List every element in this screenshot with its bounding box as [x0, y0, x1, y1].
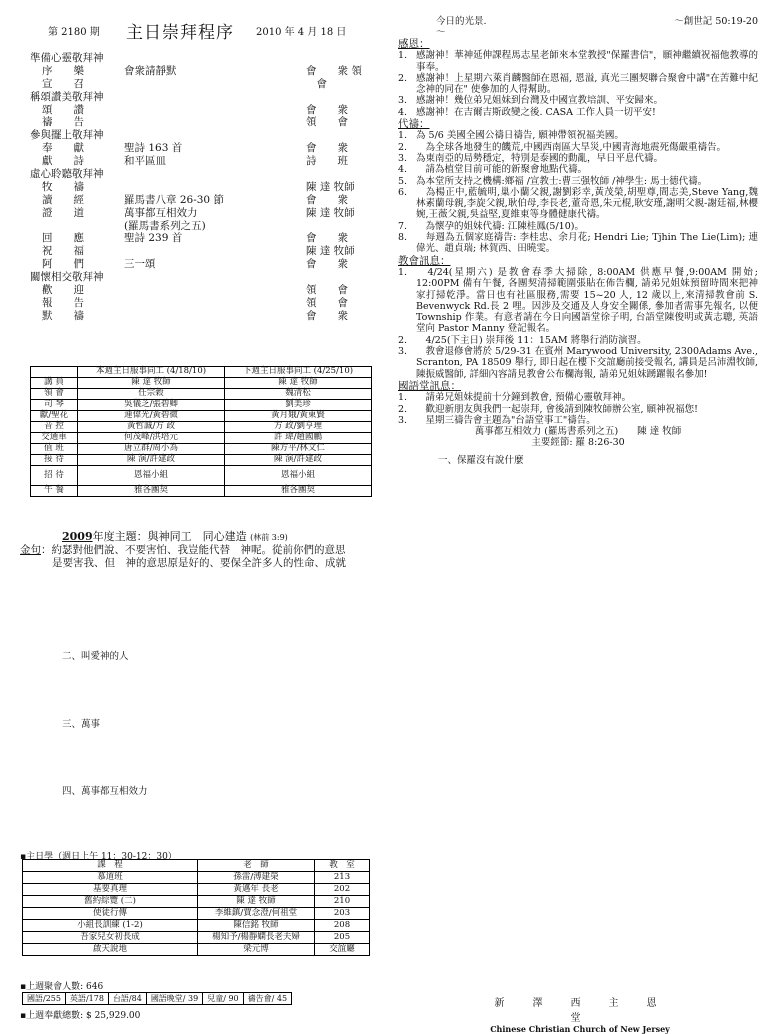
- church-news-item: [398, 267, 758, 335]
- duty-cell: 午 餐: [31, 486, 78, 497]
- duty-cell: 任宗穀: [78, 389, 225, 400]
- mandarin-news-list: [398, 392, 758, 426]
- sunday-school-table: [22, 859, 370, 956]
- list-number: 2.: [398, 403, 408, 415]
- order-row: [30, 297, 370, 310]
- duty-cell: 司 琴: [31, 400, 78, 411]
- duty-cell: 連偉光/黃碧微: [78, 411, 225, 422]
- list-number: 4.: [398, 164, 408, 176]
- theme-ref: (林前 3:9): [250, 533, 288, 542]
- next-sermon: 萬事都互相效力 (羅馬書系列之五) 陳 達 牧師: [474, 426, 682, 438]
- service-item: 回 應: [42, 232, 84, 245]
- service-item: 獻 詩: [42, 155, 84, 168]
- duty-cell: 獻/聖花: [31, 411, 78, 422]
- sermon-point-2: 二、叫愛神的人: [62, 651, 129, 662]
- service-leader: 會 衆: [306, 232, 348, 245]
- service-leader: 會: [306, 77, 327, 90]
- service-item: 奉 獻: [42, 142, 84, 155]
- service-leader: 陳 達 牧師: [306, 180, 355, 193]
- duty-roster-table: [30, 366, 372, 497]
- service-leader: 領 會: [306, 284, 348, 297]
- list-number: 7.: [398, 220, 408, 232]
- service-leader: 會 衆: [306, 193, 348, 206]
- attendance-cell: 台語/84: [108, 993, 146, 1005]
- duty-cell: 陳 演/許建政: [225, 455, 372, 466]
- ss-cell: 舊約綜覽 (二): [23, 896, 198, 908]
- mandarin-news-item: [398, 415, 758, 426]
- service-item: 禱 告: [42, 116, 84, 129]
- scripture-ref: ～創世記 50:19-20: [674, 16, 758, 27]
- duty-cell: 交通車: [31, 433, 78, 444]
- duty-cell: 唐立群/周小為: [78, 444, 225, 455]
- list-number: 1.: [398, 50, 408, 62]
- ss-cell: 吾家兒女初長成: [23, 932, 198, 944]
- service-leader: 會 衆: [306, 142, 348, 155]
- prayer-item: [398, 187, 758, 221]
- list-number: 2.: [398, 72, 408, 84]
- list-number: 4.: [398, 106, 408, 118]
- order-row: [30, 91, 370, 104]
- duty-cell: 陳方平/林文仁: [225, 444, 372, 455]
- list-number: 1.: [398, 392, 408, 404]
- ss-header: 老 師: [198, 860, 315, 872]
- church-news-item: [398, 335, 758, 346]
- thanks-item-text: 感謝神！在吉爾吉斯政變之後. CASA 工作人員一切平安!: [416, 106, 656, 118]
- order-row: [30, 271, 370, 284]
- ss-cell: 交誼廳: [315, 944, 370, 956]
- church-news-heading: 教會訊息：: [398, 254, 451, 267]
- service-item: 讀 經: [42, 193, 84, 206]
- duty-cell: 陳 演/許建政: [78, 455, 225, 466]
- attendance-cell: 國語晚堂/ 39: [146, 993, 202, 1005]
- announcements-column: [398, 16, 758, 466]
- duty-cell: 許 瑋/趙國鵬: [225, 433, 372, 444]
- list-number: 3.: [398, 346, 408, 358]
- list-number: 2.: [398, 141, 408, 153]
- service-detail: 聖詩 239 首: [124, 232, 183, 245]
- prayer-item: [398, 164, 758, 175]
- thanks-item: [398, 50, 758, 73]
- church-name-chinese: 新 澤 西 主 恩 堂: [494, 998, 685, 1024]
- order-row: [30, 65, 370, 78]
- attendance-table: [22, 992, 292, 1005]
- ss-cell: 202: [315, 884, 370, 896]
- duty-cell: 何茂峰/洪培元: [78, 433, 225, 444]
- thanks-list: [398, 50, 758, 118]
- service-item: 祝 福: [42, 245, 84, 258]
- order-row: [30, 78, 370, 91]
- prayer-item-text: 為本堂所支持之機構:鄉福 /宣教士:曹三强牧師 /神學生: 馬士德代禱。: [416, 175, 708, 187]
- ss-header: 課 程: [23, 860, 198, 872]
- mandarin-news-item-text: 星期三禱告會主題為"台語堂事工"禱告。: [416, 414, 596, 426]
- church-name-english: Chinese Christian Church of New Jersey: [490, 1024, 670, 1034]
- service-leader: 會 衆: [306, 103, 348, 116]
- service-leader: 領 會: [306, 296, 348, 309]
- duty-cell: 講 員: [31, 378, 78, 389]
- prayer-item: [398, 232, 758, 255]
- table-row: [23, 908, 370, 920]
- ss-cell: 213: [315, 872, 370, 884]
- prayer-item-text: 為 5/6 美國全國公禱日禱告, 願神帶領祝福美國。: [416, 130, 624, 142]
- sunday-school-title: ▪主日學（週日上午 11：30-12：30）: [20, 852, 177, 862]
- thanks-item-text: 感謝神！華神延伸課程馬志星老師來本堂教授"保羅書信"，願神繼續祝福他教導的事奉。: [416, 50, 758, 73]
- table-row: [23, 884, 370, 896]
- duty-cell: 劉美珍: [225, 400, 372, 411]
- prayer-item-text: 為楊正中,藍毓明,巢小蘭父親,謝劉彩幸,黃茂榮,胡聖尊,間志美,Steve Yang,魏林素蘭母親,李旋父親,耿伯母,李長老,董奇恩,朱元棍,耿安瑾,謝明父親-謝廷福,林櫻婉,王薇父親,吳益堅,夏維東等身體健康代禱。: [416, 186, 758, 221]
- thanks-item: [398, 73, 758, 96]
- prayer-item: [398, 142, 758, 153]
- list-number: 5.: [398, 175, 408, 187]
- service-item: 牧 禱: [42, 180, 84, 193]
- church-news-item-text: 4/25(下主日) 崇拜後 11：15AM 將舉行消防演習。: [416, 334, 647, 346]
- order-row: [30, 52, 370, 65]
- mandarin-news-item-text: 請弟兄姐妹提前十分鐘到教會, 預備心靈敬拜神。: [416, 392, 632, 404]
- duty-row: [31, 378, 372, 389]
- church-name: [480, 994, 685, 1034]
- service-detail: 聖詩 163 首: [124, 142, 183, 155]
- service-leader: 陳 達 牧師: [306, 206, 355, 219]
- mandarin-news-item: [398, 404, 758, 415]
- ss-cell: 203: [315, 908, 370, 920]
- prayer-item: [398, 130, 758, 141]
- service-detail: (羅馬書系列之五): [124, 219, 206, 232]
- thanks-item: [398, 107, 758, 118]
- order-row: [30, 116, 370, 129]
- sermon-point-3: 三、萬事: [62, 719, 101, 730]
- ss-cell: 205: [315, 932, 370, 944]
- church-news-item: [398, 346, 758, 380]
- order-row: [30, 104, 370, 117]
- list-number: 3.: [398, 414, 408, 426]
- attendance-title: ▪上週聚會人數: 646: [20, 982, 104, 992]
- order-row: [30, 142, 370, 155]
- ss-cell: 小組長訓練 (1-2): [23, 920, 198, 932]
- duty-cell: 接 待: [31, 455, 78, 466]
- thanks-item: [398, 95, 758, 106]
- prayer-item-text: 請為植堂目前可能的新聚會地點代禱。: [416, 164, 588, 176]
- mandarin-news-heading: 國語堂訊息：: [398, 379, 461, 392]
- list-number: 2.: [398, 334, 408, 346]
- church-news-item-text: 4/24(星期六) 是教會春季大掃除, 8:00AM 供應早餐,9:00AM 開始; 12:00PM 備有午餐, 各團契清掃範圍張貼在佈告欄, 請弟兄姐妹預留時間來把神家打掃乾淨。當日也有社區服務,需要 15~20 人, 12 歲以上,來清掃教會前 S. Bevenwyck Rd.長 2 哩。因涉及交通及人身安全關係, 參加者需事先報名, 以便 Township 作業。有意者請在今日向國語堂徐子明, 台語堂陳俊明或黃志聰, 英語堂向 Pastor Manny 登記報名。: [416, 266, 758, 335]
- duty-row: [31, 389, 372, 400]
- outline-point-1: 一、保羅沒有說什麼: [438, 454, 524, 466]
- verse-label: 金句: [20, 544, 41, 556]
- verse-line-1: ：約瑟對他們說、不要害怕、我豈能代替 神呢。從前你們的意思: [41, 544, 346, 556]
- service-detail: 和平區皿: [124, 155, 166, 168]
- ss-cell: 陳信銘 牧師: [198, 920, 315, 932]
- ss-cell: 210: [315, 896, 370, 908]
- service-item: 證 道: [42, 206, 84, 219]
- service-item: 默 禱: [42, 309, 84, 322]
- ss-cell: 楊知予/楊靜嫻長老夫婦: [198, 932, 315, 944]
- ss-header: 教 室: [315, 860, 370, 872]
- mandarin-news-item-text: 歡迎新朋友與我們一起崇拜, 會後請到陳牧師辦公室, 願神祝福您!: [416, 403, 698, 415]
- service-detail: 會衆請靜默: [124, 64, 177, 77]
- duty-row: [31, 422, 372, 433]
- duty-row: [31, 411, 372, 422]
- ss-cell: 李維鎮/賈念澄/何祖堂: [198, 908, 315, 920]
- duty-cell: 恩福小組: [78, 466, 225, 486]
- duty-cell: 音 控: [31, 422, 78, 433]
- prayer-item: [398, 176, 758, 187]
- prayer-item-text: 為全球各地發生的饑荒,中國西南區大旱災,中國青海地震死傷嚴重禱告。: [416, 141, 727, 153]
- verse-line-2: 是要害我、但 神的意思原是好的、要保全許多人的性命、成就: [52, 557, 346, 569]
- table-row: [23, 896, 370, 908]
- scripture-tilde: ～: [436, 27, 446, 38]
- order-row: [30, 258, 370, 271]
- service-leader: 陳 達 牧師: [306, 245, 355, 258]
- order-row: [30, 168, 370, 181]
- theme-text: 年度主題：與神同工 同心建造: [92, 530, 247, 543]
- duty-row: [31, 455, 372, 466]
- prayer-item-text: 每週為五個家庭禱告: 李桂忠、余月花; Hendri Lie; Tjhin The Lie(Lim); 連偉光、趙貞瑞; 林賀西、田曉雯。: [416, 232, 758, 255]
- order-of-service: [30, 52, 370, 323]
- duty-cell: 值 班: [31, 444, 78, 455]
- thanks-item-text: 感謝神！上星期六萊肖麟醫師在恩福, 恩溢, 真光三團契聯合聚會中講"在苦難中紀念神的同在" 使參加的人得幫助。: [416, 72, 758, 96]
- attendance-cell: 國語/255: [23, 993, 66, 1005]
- duty-header: 本週主日服事同工 (4/18/10): [78, 367, 225, 378]
- list-number: 8.: [398, 232, 408, 244]
- prayer-heading: 代禱：: [398, 118, 430, 131]
- section-heading: 虛心聆聽敬拜神: [30, 168, 104, 181]
- duty-cell: 陳 達 牧師: [78, 378, 225, 389]
- duty-row: [31, 444, 372, 455]
- ss-cell: 陳 達 牧師: [198, 896, 315, 908]
- list-number: 1.: [398, 130, 408, 142]
- service-detail: 羅馬書八章 26-30 節: [124, 193, 224, 206]
- ss-cell: 基要真理: [23, 884, 198, 896]
- list-number: 6.: [398, 186, 408, 198]
- service-leader: 會 衆 領: [306, 64, 362, 77]
- prayer-item-text: 為懷孕的姐妹代禱: 江陳桂鳳(5/10)。: [416, 220, 584, 232]
- order-row: [30, 155, 370, 168]
- service-item: 阿 們: [42, 258, 84, 271]
- memory-verse: [20, 544, 365, 570]
- service-item: 報 告: [42, 296, 84, 309]
- duty-cell: 黃月娥/黃東賢: [225, 411, 372, 422]
- ss-cell: 啟天說地: [23, 944, 198, 956]
- duty-row: [31, 486, 372, 497]
- service-detail: 三一頌: [124, 258, 156, 271]
- sermon-point-4: 四、萬事都互相效力: [62, 786, 148, 797]
- service-date: 2010 年 4 月 18 日: [256, 27, 347, 38]
- service-leader: 領 會: [306, 116, 348, 129]
- table-row: [23, 872, 370, 884]
- duty-cell: 黃哲誠/方 政: [78, 422, 225, 433]
- scripture-intro: 今日的光景.: [436, 16, 487, 27]
- prayer-item-text: 為東南亞的局勢穩定，特別是泰國的動亂，早日平息代禱。: [416, 152, 664, 164]
- ss-cell: 孫雷/溥建榮: [198, 872, 315, 884]
- thanks-heading: 感恩：: [398, 38, 430, 50]
- list-number: 3.: [398, 152, 408, 164]
- duty-cell: 陳 達 牧師: [225, 378, 372, 389]
- order-row: [30, 129, 370, 142]
- duty-cell: 方 政/劉亨理: [225, 422, 372, 433]
- duty-row: [31, 433, 372, 444]
- table-row: [23, 944, 370, 956]
- duty-cell: 雅各團契: [225, 486, 372, 497]
- order-row: [30, 181, 370, 194]
- service-leader: 會 衆: [306, 258, 348, 271]
- duty-cell: 雅各團契: [78, 486, 225, 497]
- church-news-list: [398, 267, 758, 380]
- service-leader: 詩 班: [306, 155, 348, 168]
- list-number: 1.: [398, 266, 408, 278]
- theme-year: 2009: [62, 530, 93, 543]
- section-heading: 參與擺上敬拜神: [30, 129, 104, 142]
- order-row: [30, 207, 370, 220]
- duty-cell: 魏清松: [225, 389, 372, 400]
- duty-header: [31, 367, 78, 378]
- issue-number: 第 2180 期: [48, 27, 100, 38]
- attendance-cell: 禱告會/ 45: [243, 993, 291, 1005]
- order-row: [30, 245, 370, 258]
- service-item: 頌 讚: [42, 103, 84, 116]
- service-detail: 萬事都互相效力: [124, 206, 198, 219]
- ss-cell: 慕道班: [23, 872, 198, 884]
- duty-header: 下週主日服事同工 (4/25/10): [225, 367, 372, 378]
- duty-cell: 招 待: [31, 466, 78, 486]
- thanks-item-text: 感謝神！幾位弟兄姐妹到台灣及中國宣教培訓、平安歸來。: [416, 95, 664, 107]
- table-row: [23, 932, 370, 944]
- bulletin-title: 主日崇拜程序: [126, 23, 234, 43]
- service-item: 宣 召: [42, 77, 84, 90]
- duty-cell: 領 會: [31, 389, 78, 400]
- attendance-cell: 兒童/ 90: [203, 993, 243, 1005]
- order-row: [30, 194, 370, 207]
- duty-row: [31, 400, 372, 411]
- attendance-cell: 英語/178: [65, 993, 108, 1005]
- order-row: [30, 232, 370, 245]
- prayer-item: [398, 221, 758, 232]
- church-news-item-text: 教會退修會將於 5/29-31 在賓州 Marywood University, 2300Adams Ave., Scranton, PA 18509 舉行, 即日起在樓下交誼廳前接受報名, 講員是呂沛淵牧師, 陳振威醫師, 詳細內容請見教會公布欄海報, 請弟兄姐妹踴躍報名參加!: [416, 346, 758, 380]
- service-item: 序 樂: [42, 64, 84, 77]
- list-number: 3.: [398, 95, 408, 107]
- ss-cell: 208: [315, 920, 370, 932]
- order-row: [30, 284, 370, 297]
- mandarin-news-item: [398, 392, 758, 403]
- section-heading: 關懷相交敬拜神: [30, 271, 104, 284]
- order-row: [30, 310, 370, 323]
- section-heading: 稱頌讚美敬拜神: [30, 90, 104, 103]
- ss-cell: 梁元博: [198, 944, 315, 956]
- duty-cell: 恩福小組: [225, 466, 372, 486]
- order-row: [30, 220, 370, 233]
- duty-cell: 吳儀芝/張碧卿: [78, 400, 225, 411]
- ss-cell: 使徒行傳: [23, 908, 198, 920]
- table-row: [23, 920, 370, 932]
- prayer-list: [398, 130, 758, 254]
- duty-row: [31, 466, 372, 486]
- next-scripture: 主要經節: 羅 8:26-30: [531, 437, 625, 449]
- section-heading: 準備心靈敬拜神: [30, 52, 104, 64]
- offering-total: ▪上週奉獻總數: $ 25,929.00: [20, 1011, 141, 1021]
- prayer-item: [398, 153, 758, 164]
- service-item: 歡 迎: [42, 284, 84, 297]
- service-leader: 會 衆: [306, 309, 348, 322]
- annual-theme: [62, 528, 288, 544]
- ss-cell: 黃邁年 長老: [198, 884, 315, 896]
